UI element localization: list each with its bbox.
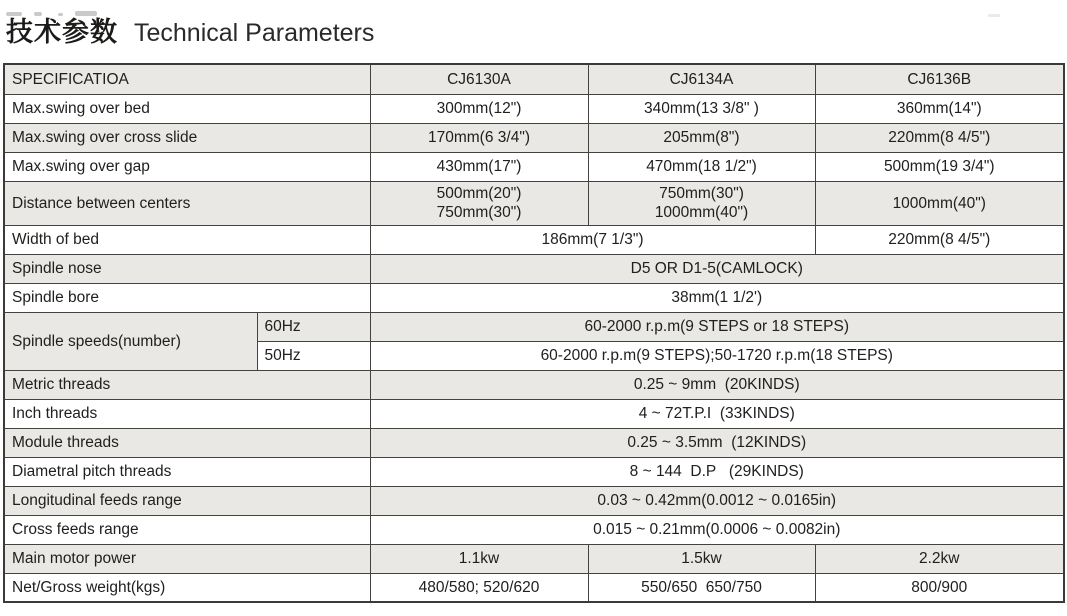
row-label: Cross feeds range <box>4 515 370 544</box>
title-chinese: 技术参数 <box>6 17 118 47</box>
cell-value: 0.03 ~ 0.42mm(0.0012 ~ 0.0165in) <box>370 486 1064 515</box>
cell-value: 186mm(7 1/3") <box>370 225 815 254</box>
scan-artifact <box>75 11 97 16</box>
column-header-model-cj6134a: CJ6134A <box>588 64 815 94</box>
row-label: Metric threads <box>4 370 370 399</box>
cell-value: 300mm(12") <box>370 94 588 123</box>
table-row-inch-threads <box>4 399 1064 428</box>
value-line: 750mm(30") <box>659 185 744 202</box>
cell-value: 1.1kw <box>370 544 588 573</box>
cell-value: 0.25 ~ 9mm (20KINDS) <box>370 370 1064 399</box>
technical-parameters-table <box>3 63 1065 603</box>
scan-artifact <box>988 14 1000 17</box>
table-row-net-gross-weight <box>4 573 1064 602</box>
cell-value: 1.5kw <box>588 544 815 573</box>
cell-value: 0.015 ~ 0.21mm(0.0006 ~ 0.0082in) <box>370 515 1064 544</box>
row-label: Diametral pitch threads <box>4 457 370 486</box>
row-label: Net/Gross weight(kgs) <box>4 573 370 602</box>
cell-value: 500mm(19 3/4") <box>815 152 1064 181</box>
table-row-swing-over-gap <box>4 152 1064 181</box>
table-row-swing-over-bed <box>4 94 1064 123</box>
row-label: Distance between centers <box>4 181 370 225</box>
column-header-model-cj6130a: CJ6130A <box>370 64 588 94</box>
cell-value: 220mm(8 4/5") <box>815 123 1064 152</box>
table-row-swing-over-cross-slide <box>4 123 1064 152</box>
cell-value: 170mm(6 3/4") <box>370 123 588 152</box>
cell-value: 0.25 ~ 3.5mm (12KINDS) <box>370 428 1064 457</box>
cell-value: 430mm(17") <box>370 152 588 181</box>
cell-value: 38mm(1 1/2') <box>370 283 1064 312</box>
frequency-label: 60Hz <box>257 312 370 341</box>
cell-value: 550/650 650/750 <box>588 573 815 602</box>
cell-value: 470mm(18 1/2") <box>588 152 815 181</box>
title-english: Technical Parameters <box>134 19 375 47</box>
cell-value <box>370 181 588 225</box>
cell-value: 2.2kw <box>815 544 1064 573</box>
scan-artifact <box>58 13 63 16</box>
cell-value: 4 ~ 72T.P.I (33KINDS) <box>370 399 1064 428</box>
cell-value: 60-2000 r.p.m(9 STEPS or 18 STEPS) <box>370 312 1064 341</box>
row-label: Inch threads <box>4 399 370 428</box>
table-row-distance-between-centers <box>4 181 1064 225</box>
cell-value: 800/900 <box>815 573 1064 602</box>
cell-value: 1000mm(40") <box>815 181 1064 225</box>
row-label: Max.swing over cross slide <box>4 123 370 152</box>
cell-value: 205mm(8") <box>588 123 815 152</box>
table-row-width-of-bed <box>4 225 1064 254</box>
table-row-spindle-bore <box>4 283 1064 312</box>
table-row-module-threads <box>4 428 1064 457</box>
scan-artifact <box>34 12 42 16</box>
table-header-row <box>4 64 1064 94</box>
cell-value: 8 ~ 144 D.P (29KINDS) <box>370 457 1064 486</box>
row-label: Spindle bore <box>4 283 370 312</box>
cell-value: D5 OR D1-5(CAMLOCK) <box>370 254 1064 283</box>
table-row-diametral-pitch-threads <box>4 457 1064 486</box>
table-row-spindle-nose <box>4 254 1064 283</box>
table-row-main-motor-power <box>4 544 1064 573</box>
row-label: Spindle nose <box>4 254 370 283</box>
table-row-spindle-speeds-60hz <box>4 312 1064 341</box>
cell-value: 340mm(13 3/8" ) <box>588 94 815 123</box>
value-line: 500mm(20") <box>436 185 522 202</box>
table-row-longitudinal-feeds-range <box>4 486 1064 515</box>
column-header-specification: SPECIFICATIOA <box>4 64 370 94</box>
row-label: Width of bed <box>4 225 370 254</box>
row-label: Spindle speeds(number) <box>4 312 257 370</box>
table-row-cross-feeds-range <box>4 515 1064 544</box>
value-line: 750mm(30") <box>436 204 522 221</box>
row-label: Longitudinal feeds range <box>4 486 370 515</box>
table-row-metric-threads <box>4 370 1064 399</box>
value-line: 1000mm(40") <box>654 204 749 221</box>
row-label: Module threads <box>4 428 370 457</box>
scan-artifact <box>6 12 22 16</box>
cell-value: 60-2000 r.p.m(9 STEPS);50-1720 r.p.m(18 STEPS) <box>370 341 1064 370</box>
frequency-label: 50Hz <box>257 341 370 370</box>
cell-value <box>588 181 815 225</box>
row-label: Max.swing over gap <box>4 152 370 181</box>
page-title <box>6 10 1067 48</box>
column-header-model-cj6136b: CJ6136B <box>815 64 1064 94</box>
cell-value: 360mm(14") <box>815 94 1064 123</box>
cell-value: 480/580; 520/620 <box>370 573 588 602</box>
row-label: Max.swing over bed <box>4 94 370 123</box>
row-label: Main motor power <box>4 544 370 573</box>
cell-value: 220mm(8 4/5") <box>815 225 1064 254</box>
